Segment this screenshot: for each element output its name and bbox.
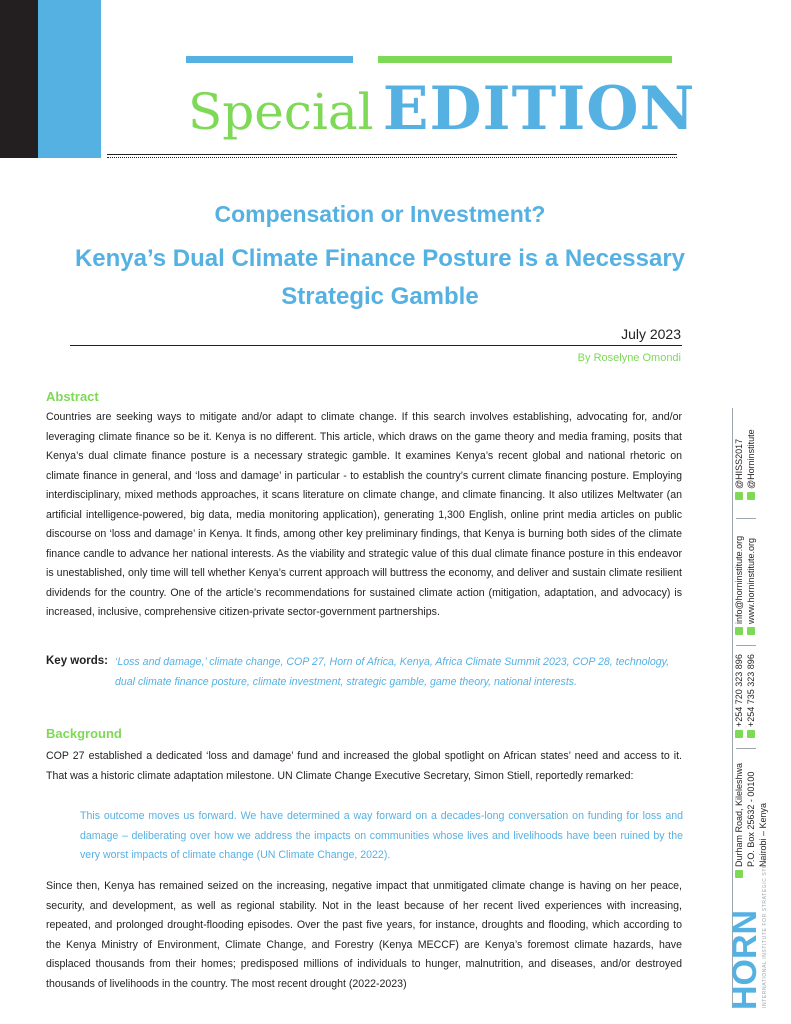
abstract-heading: Abstract (46, 389, 99, 404)
social-facebook[interactable] (746, 429, 757, 500)
background-paragraph-2: Since then, Kenya has remained seized on the increasing, negative impact that unmitigated climate change is having on her peace, security, and development, as well as regional stability. Not in the least because of her recent lived experiences with increasing, repeated, and prolonged drought-flooding episodes. Over the past five years, for instance, droughts and flooding, which according to the Kenya Ministry of Environment, Climate Change, and Forestry (Kenya MECCF) are Kenya’s foremost climate hazards, have displaced thousands from their homes; predisposed millions of individuals to hunger, malnutrition, and diseases, and/or destroyed thousands of livelihoods in the country. The most recent drought (2022-2023) (46, 880, 682, 990)
phone-2-text: +254 735 323 896 (746, 654, 756, 727)
masthead-rule (107, 154, 677, 158)
horn-tagline: INTERNATIONAL INSTITUTE FOR STRATEGIC STUDIES (762, 849, 768, 1008)
background-quote: This outcome moves us forward. We have determined a way forward on a decades-long conversation on funding for loss and damage – deliberating over how we address the impacts on communities whose lives and livelihoods have been ruined by the very worst impacts of climate change (UN Climate Change, 2022). (80, 810, 683, 861)
facebook-icon (747, 492, 755, 500)
article-subtitle: Kenya’s Dual Climate Finance Posture is a Necessary Strategic Gamble (74, 245, 686, 310)
website-text: www.horninstitute.org (746, 537, 756, 624)
address-line-2-wrap (746, 772, 757, 878)
contact-website[interactable] (746, 538, 757, 635)
article-title: Compensation or Investment? (214, 201, 546, 227)
phone-icon (735, 730, 743, 738)
date-rule (70, 345, 682, 346)
sidebar-separator (736, 748, 756, 749)
facebook-handle: @Horninstitute (746, 429, 756, 489)
article-date: July 2023 (621, 326, 681, 342)
social-twitter[interactable] (734, 439, 745, 500)
contact-email[interactable] (734, 536, 745, 635)
contact-phone-1[interactable] (734, 654, 745, 738)
sidebar-separator (736, 645, 756, 646)
twitter-icon (735, 492, 743, 500)
phone-1-text: +254 720 323 896 (734, 654, 744, 727)
keywords-label: Key words: (46, 655, 108, 667)
globe-icon (747, 627, 755, 635)
address-line-3: Nairobi – Kenya (758, 802, 768, 867)
address-line-2: P.O. Box 25632 - 00100 (746, 771, 756, 867)
masthead (188, 74, 696, 144)
masthead-edition: EDITION (382, 74, 696, 144)
keywords-text: ‘Loss and damage,’ climate change, COP 27, Horn of Africa, Kenya, Africa Climate Summit 2023, COP 28, technology, dual climate finance posture, climate investment, strategic gamble, game theory, national interests. (115, 656, 670, 688)
sidebar-separator (736, 518, 756, 519)
article-author: By Roselyne Omondi (577, 352, 681, 364)
masthead-green-bar (378, 56, 672, 63)
abstract-text: Countries are seeking ways to mitigate and/or adapt to climate change. If this search involves establishing, advocating for, and/or leveraging climate finance so be it. Kenya is no different. This article, which draws on the game theory and media framing, posits that Kenya’s dual climate finance posture is a necessary strategic gamble. It examines Kenya’s recent global and national rhetoric on climate finance in general, and ‘loss and damage’ in particular - to establish the country’s current climate financing posture. Employing interdisciplinary, mixed methods approaches, it scans literature on climate change, and climate financing. It also utilizes Meltwater (an artificial intelligence-powered, big data, media monitoring application), generating 1,300 English, online print media articles on public discourse on ‘loss and damage’ in Kenya. It finds, among other key preliminary findings, that Kenya is burning both sides of the climate finance candle to advance her national interests. As the viability and strategic value of this dual climate finance posture in this endeavor is unestablished, only time will tell whether Kenya’s current approach will buttress the economy, and deliver and sustain climate resilient dividends for the country. One of the article’s recommendations for sustained climate action (mitigation, adaptation, and advocacy) is increased, inclusive, comprehensive citizen-private sector-government partnerships. (46, 411, 682, 618)
mobile-icon (747, 730, 755, 738)
address-line-1: Durham Road, Kileleshwa (734, 762, 744, 867)
background-paragraph-1: COP 27 established a dedicated ‘loss and damage’ fund and increased the global spotlight on African states’ need and access to it. That was a historic climate adaptation milestone. UN Climate Change Executive Secretary, Simon Stiell, reportedly remarked: (46, 750, 682, 782)
contact-phone-2[interactable] (746, 654, 757, 738)
background-heading: Background (46, 726, 122, 741)
location-pin-icon (735, 870, 743, 878)
horn-logo: HORN (726, 909, 764, 1010)
masthead-special: Special (188, 83, 374, 141)
email-text: info@horninstitute.org (734, 535, 744, 624)
address-block (734, 763, 745, 878)
masthead-blue-bar (186, 56, 353, 63)
corner-black-block (0, 0, 38, 158)
email-icon (735, 627, 743, 635)
twitter-handle: @HISS2017 (734, 438, 744, 489)
corner-blue-block (38, 0, 101, 158)
